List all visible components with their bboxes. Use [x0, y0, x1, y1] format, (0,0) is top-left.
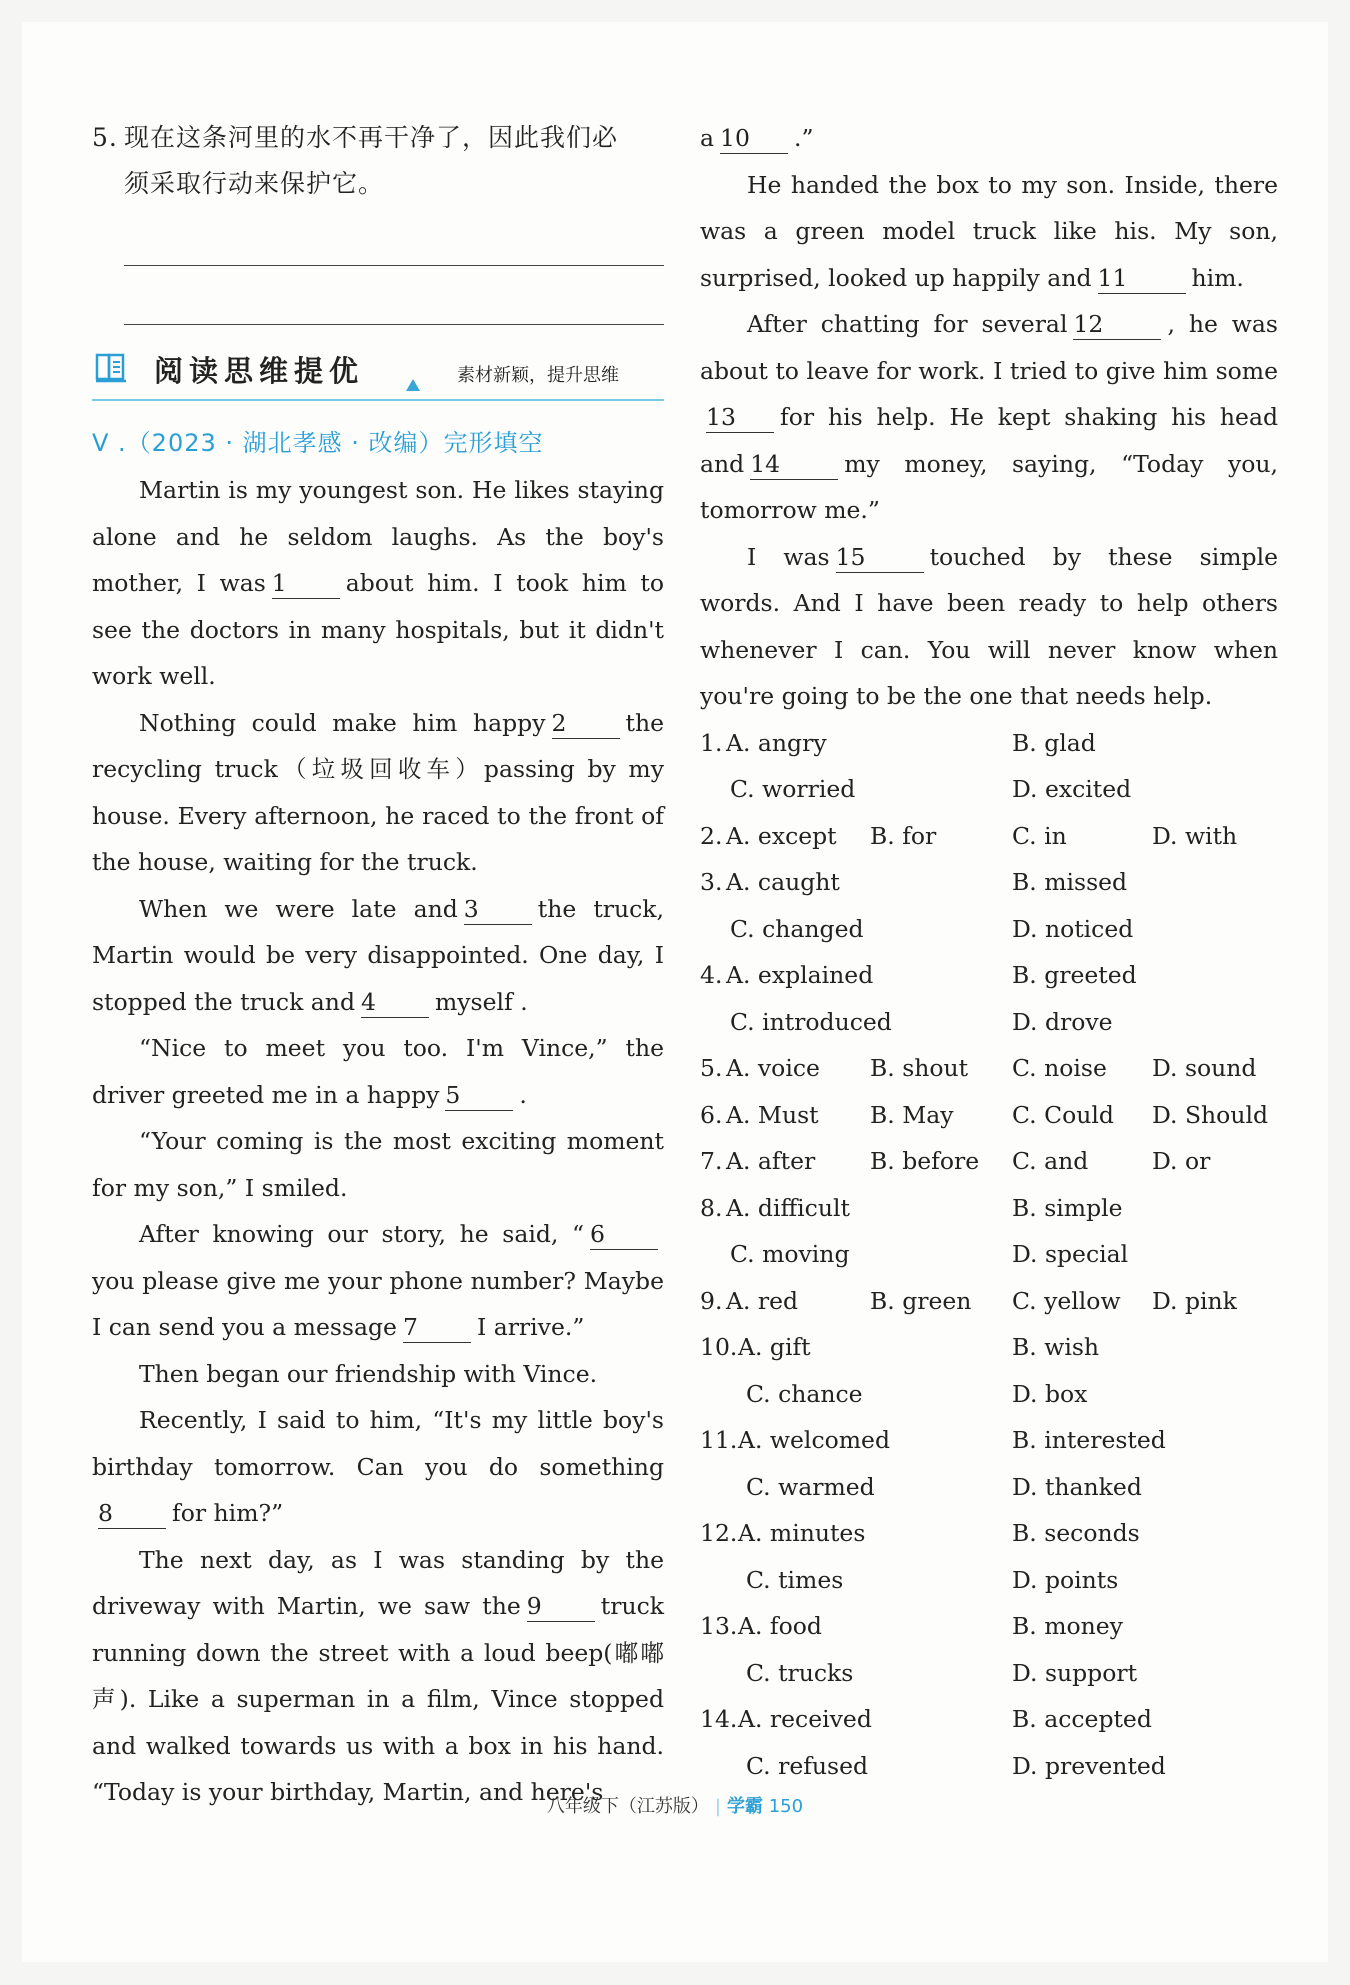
option-c[interactable]: C. trucks — [746, 1658, 854, 1687]
passage-paragraph: Then began our friendship with Vince. — [139, 1359, 598, 1388]
section-title: 阅读思维提优 — [154, 354, 365, 388]
option-c[interactable]: C. times — [746, 1565, 844, 1594]
blank-4[interactable]: 4 — [361, 987, 429, 1018]
option-row — [700, 813, 1278, 860]
option-b[interactable]: B. missed — [1012, 868, 1128, 896]
grade-label: 八年级下（江苏版） — [546, 1796, 709, 1817]
option-a[interactable]: A. except — [726, 821, 837, 850]
answer-line-1[interactable] — [124, 207, 664, 266]
option-d[interactable]: D. special — [1012, 1240, 1129, 1268]
option-number: 13. — [700, 1612, 738, 1640]
option-row — [700, 720, 1278, 767]
brand-label: 学霸 — [726, 1796, 763, 1817]
option-c[interactable]: C. moving — [730, 1240, 850, 1268]
option-d[interactable]: D. sound — [1152, 1054, 1257, 1082]
option-b[interactable]: B. May — [870, 1100, 954, 1129]
option-c[interactable]: C. worried — [730, 775, 856, 803]
blank-1[interactable]: 1 — [272, 568, 340, 599]
option-number: 2. — [700, 821, 723, 850]
blank-9[interactable]: 9 — [527, 1591, 595, 1622]
option-b[interactable]: B. before — [870, 1147, 980, 1175]
option-row — [700, 906, 1278, 953]
option-row — [700, 1231, 1278, 1278]
option-row — [700, 1464, 1278, 1511]
blank-11[interactable]: 11 — [1098, 263, 1186, 294]
right-column — [700, 115, 1278, 1789]
option-b[interactable]: B. glad — [1012, 728, 1096, 757]
page-footer — [0, 1792, 1350, 1818]
option-row — [700, 1603, 1278, 1650]
option-a[interactable]: A. food — [738, 1612, 822, 1640]
option-d[interactable]: D. Should — [1152, 1100, 1269, 1129]
footer-separator: | — [714, 1796, 721, 1817]
option-number: 12. — [700, 1519, 738, 1547]
option-c[interactable]: C. yellow — [1012, 1286, 1121, 1315]
option-row — [700, 766, 1278, 813]
question-text-line2: 须采取行动来保护它。 — [124, 169, 385, 198]
book-icon — [94, 351, 128, 385]
blank-13[interactable]: 13 — [706, 402, 774, 433]
option-d[interactable]: D. points — [1012, 1565, 1119, 1594]
option-row — [700, 1650, 1278, 1697]
option-number: 10. — [700, 1333, 738, 1361]
triangle-marker-icon — [406, 379, 420, 391]
exercise-heading: V .（2023 · 湖北孝感 · 改编）完形填空 — [92, 429, 544, 457]
option-a[interactable]: A. explained — [726, 961, 874, 989]
option-number: 11. — [700, 1426, 738, 1454]
option-b[interactable]: B. seconds — [1012, 1519, 1140, 1547]
option-number: 1. — [700, 728, 723, 757]
page-number: 150 — [768, 1796, 804, 1817]
option-b[interactable]: B. interested — [1012, 1426, 1166, 1454]
section-header — [92, 347, 664, 401]
option-a[interactable]: A. angry — [726, 728, 827, 757]
option-b[interactable]: B. green — [870, 1286, 972, 1315]
passage-paragraph: After chatting for several 12 , he was about to leave for work. I tried to give him some13 for his help. He kept shaking his head and 14 my money, saying, “Today you, tomorrow me.” — [700, 310, 1278, 524]
option-d[interactable]: D. drove — [1012, 1007, 1113, 1036]
question-5 — [92, 115, 664, 207]
option-number: 6. — [700, 1100, 723, 1129]
option-c[interactable]: C. refused — [746, 1751, 869, 1780]
passage-paragraph: I was 15 touched by these simple words. And I have been ready to help others whenever I can. You will never know when you're going to be the one that needs help. — [700, 542, 1278, 710]
option-number: 9. — [700, 1286, 723, 1315]
passage-paragraph: “Your coming is the most exciting moment for my son,” I smiled. — [92, 1127, 664, 1202]
blank-10[interactable]: 10 — [720, 123, 788, 154]
option-c[interactable]: C. in — [1012, 821, 1067, 850]
option-row — [700, 1278, 1278, 1325]
option-d[interactable]: D. or — [1152, 1147, 1211, 1175]
passage-paragraph: Martin is my youngest son. He likes staying alone and he seldom laughs. As the boy's mother, I was 1 about him. I took him to see the doctors in many hospitals, but it didn't work well. — [92, 476, 664, 690]
option-b[interactable]: B. greeted — [1012, 961, 1137, 989]
option-c[interactable]: C. and — [1012, 1147, 1089, 1175]
option-row — [700, 1557, 1278, 1604]
question-text-line1: 现在这条河里的水不再干净了，因此我们必 — [124, 123, 619, 152]
option-b[interactable]: B. simple — [1012, 1193, 1123, 1222]
option-row — [700, 859, 1278, 906]
blank-2[interactable]: 2 — [552, 708, 620, 739]
option-a[interactable]: A. difficult — [726, 1193, 850, 1222]
option-row — [700, 1092, 1278, 1139]
option-d[interactable]: D. box — [1012, 1379, 1088, 1408]
blank-14[interactable]: 14 — [750, 449, 838, 480]
passage-paragraph: Recently, I said to him, “It's my little boy's birthday tomorrow. Can you do something8 for him?” — [92, 1406, 664, 1527]
passage-paragraph: When we were late and 3 the truck, Martin would be very disappointed. One day, I stopped the truck and 4 myself . — [92, 894, 664, 1016]
option-number: 14. — [700, 1705, 738, 1733]
option-a[interactable]: A. voice — [726, 1054, 820, 1082]
answer-line-2[interactable] — [124, 266, 664, 325]
option-c[interactable]: C. introduced — [730, 1007, 892, 1036]
blank-8[interactable]: 8 — [98, 1498, 166, 1529]
passage-paragraph: Nothing could make him happy 2 the recycling truck（垃圾回收车）passing by my house. Every afternoon, he raced to the front of the house, waiting for the truck. — [92, 708, 664, 876]
option-row — [700, 1417, 1278, 1464]
option-number: 8. — [700, 1193, 723, 1222]
option-d[interactable]: D. with — [1152, 821, 1238, 850]
section-subtitle: 素材新颖，提升思维 — [457, 365, 619, 386]
option-d[interactable]: D. excited — [1012, 775, 1132, 803]
option-number: 7. — [700, 1147, 723, 1175]
option-row — [700, 952, 1278, 999]
option-row — [700, 1138, 1278, 1185]
option-a[interactable]: A. after — [726, 1147, 816, 1175]
left-column — [92, 115, 664, 1816]
passage-paragraph: After knowing our story, he said, “ 6you please give me your phone number? Maybe I can send you a message 7 I arrive.” — [92, 1220, 664, 1341]
option-row — [700, 1324, 1278, 1371]
option-row — [700, 1185, 1278, 1232]
passage-paragraph: He handed the box to my son. Inside, there was a green model truck like his. My son, surprised, looked up happily and 11 him. — [700, 170, 1278, 292]
option-c[interactable]: C. changed — [730, 914, 864, 943]
option-a[interactable]: A. welcomed — [738, 1426, 890, 1454]
blank-15[interactable]: 15 — [836, 542, 924, 573]
blank-3[interactable]: 3 — [464, 894, 532, 925]
option-c[interactable]: C. Could — [1012, 1100, 1114, 1129]
option-number: 5. — [700, 1054, 723, 1082]
passage-paragraph: The next day, as I was standing by the driveway with Martin, we saw the 9 truck running down the street with a loud beep(嘟嘟声). Like a superman in a film, Vince stopped and walked towards us with a box in his hand. “Today is your birthday, Martin, and here's — [92, 1545, 664, 1806]
option-b[interactable]: B. shout — [870, 1054, 969, 1082]
option-a[interactable]: A. minutes — [738, 1519, 866, 1547]
option-row — [700, 1696, 1278, 1743]
option-a[interactable]: A. Must — [726, 1100, 819, 1129]
option-row — [700, 1045, 1278, 1092]
option-d[interactable]: D. thanked — [1012, 1472, 1142, 1501]
option-d[interactable]: D. pink — [1152, 1286, 1237, 1315]
option-c[interactable]: C. noise — [1012, 1054, 1107, 1082]
question-number: 5. — [92, 123, 118, 152]
passage-paragraph: a 10 .” — [700, 124, 814, 152]
option-row — [700, 1371, 1278, 1418]
option-number: 3. — [700, 868, 723, 896]
blank-12[interactable]: 12 — [1073, 309, 1161, 340]
option-a[interactable]: A. red — [726, 1286, 799, 1315]
option-b[interactable]: B. for — [870, 821, 937, 850]
option-a[interactable]: A. received — [738, 1705, 872, 1733]
option-number: 4. — [700, 961, 723, 989]
blank-5[interactable]: 5 — [445, 1080, 513, 1111]
option-b[interactable]: B. money — [1012, 1612, 1123, 1640]
option-b[interactable]: B. wish — [1012, 1333, 1100, 1361]
blank-7[interactable]: 7 — [403, 1312, 471, 1343]
option-row — [700, 1510, 1278, 1557]
option-c[interactable]: C. warmed — [746, 1472, 875, 1501]
option-b[interactable]: B. accepted — [1012, 1705, 1152, 1733]
option-row — [700, 1743, 1278, 1790]
option-d[interactable]: D. noticed — [1012, 914, 1134, 943]
option-c[interactable]: C. chance — [746, 1379, 863, 1408]
passage-paragraph: “Nice to meet you too. I'm Vince,” the driver greeted me in a happy 5 . — [92, 1034, 664, 1109]
option-row — [700, 999, 1278, 1046]
blank-6[interactable]: 6 — [590, 1219, 658, 1250]
option-d[interactable]: D. support — [1012, 1658, 1138, 1687]
option-a[interactable]: A. gift — [738, 1333, 811, 1361]
options-list — [700, 720, 1278, 1790]
option-d[interactable]: D. prevented — [1012, 1751, 1166, 1780]
option-a[interactable]: A. caught — [726, 868, 840, 896]
